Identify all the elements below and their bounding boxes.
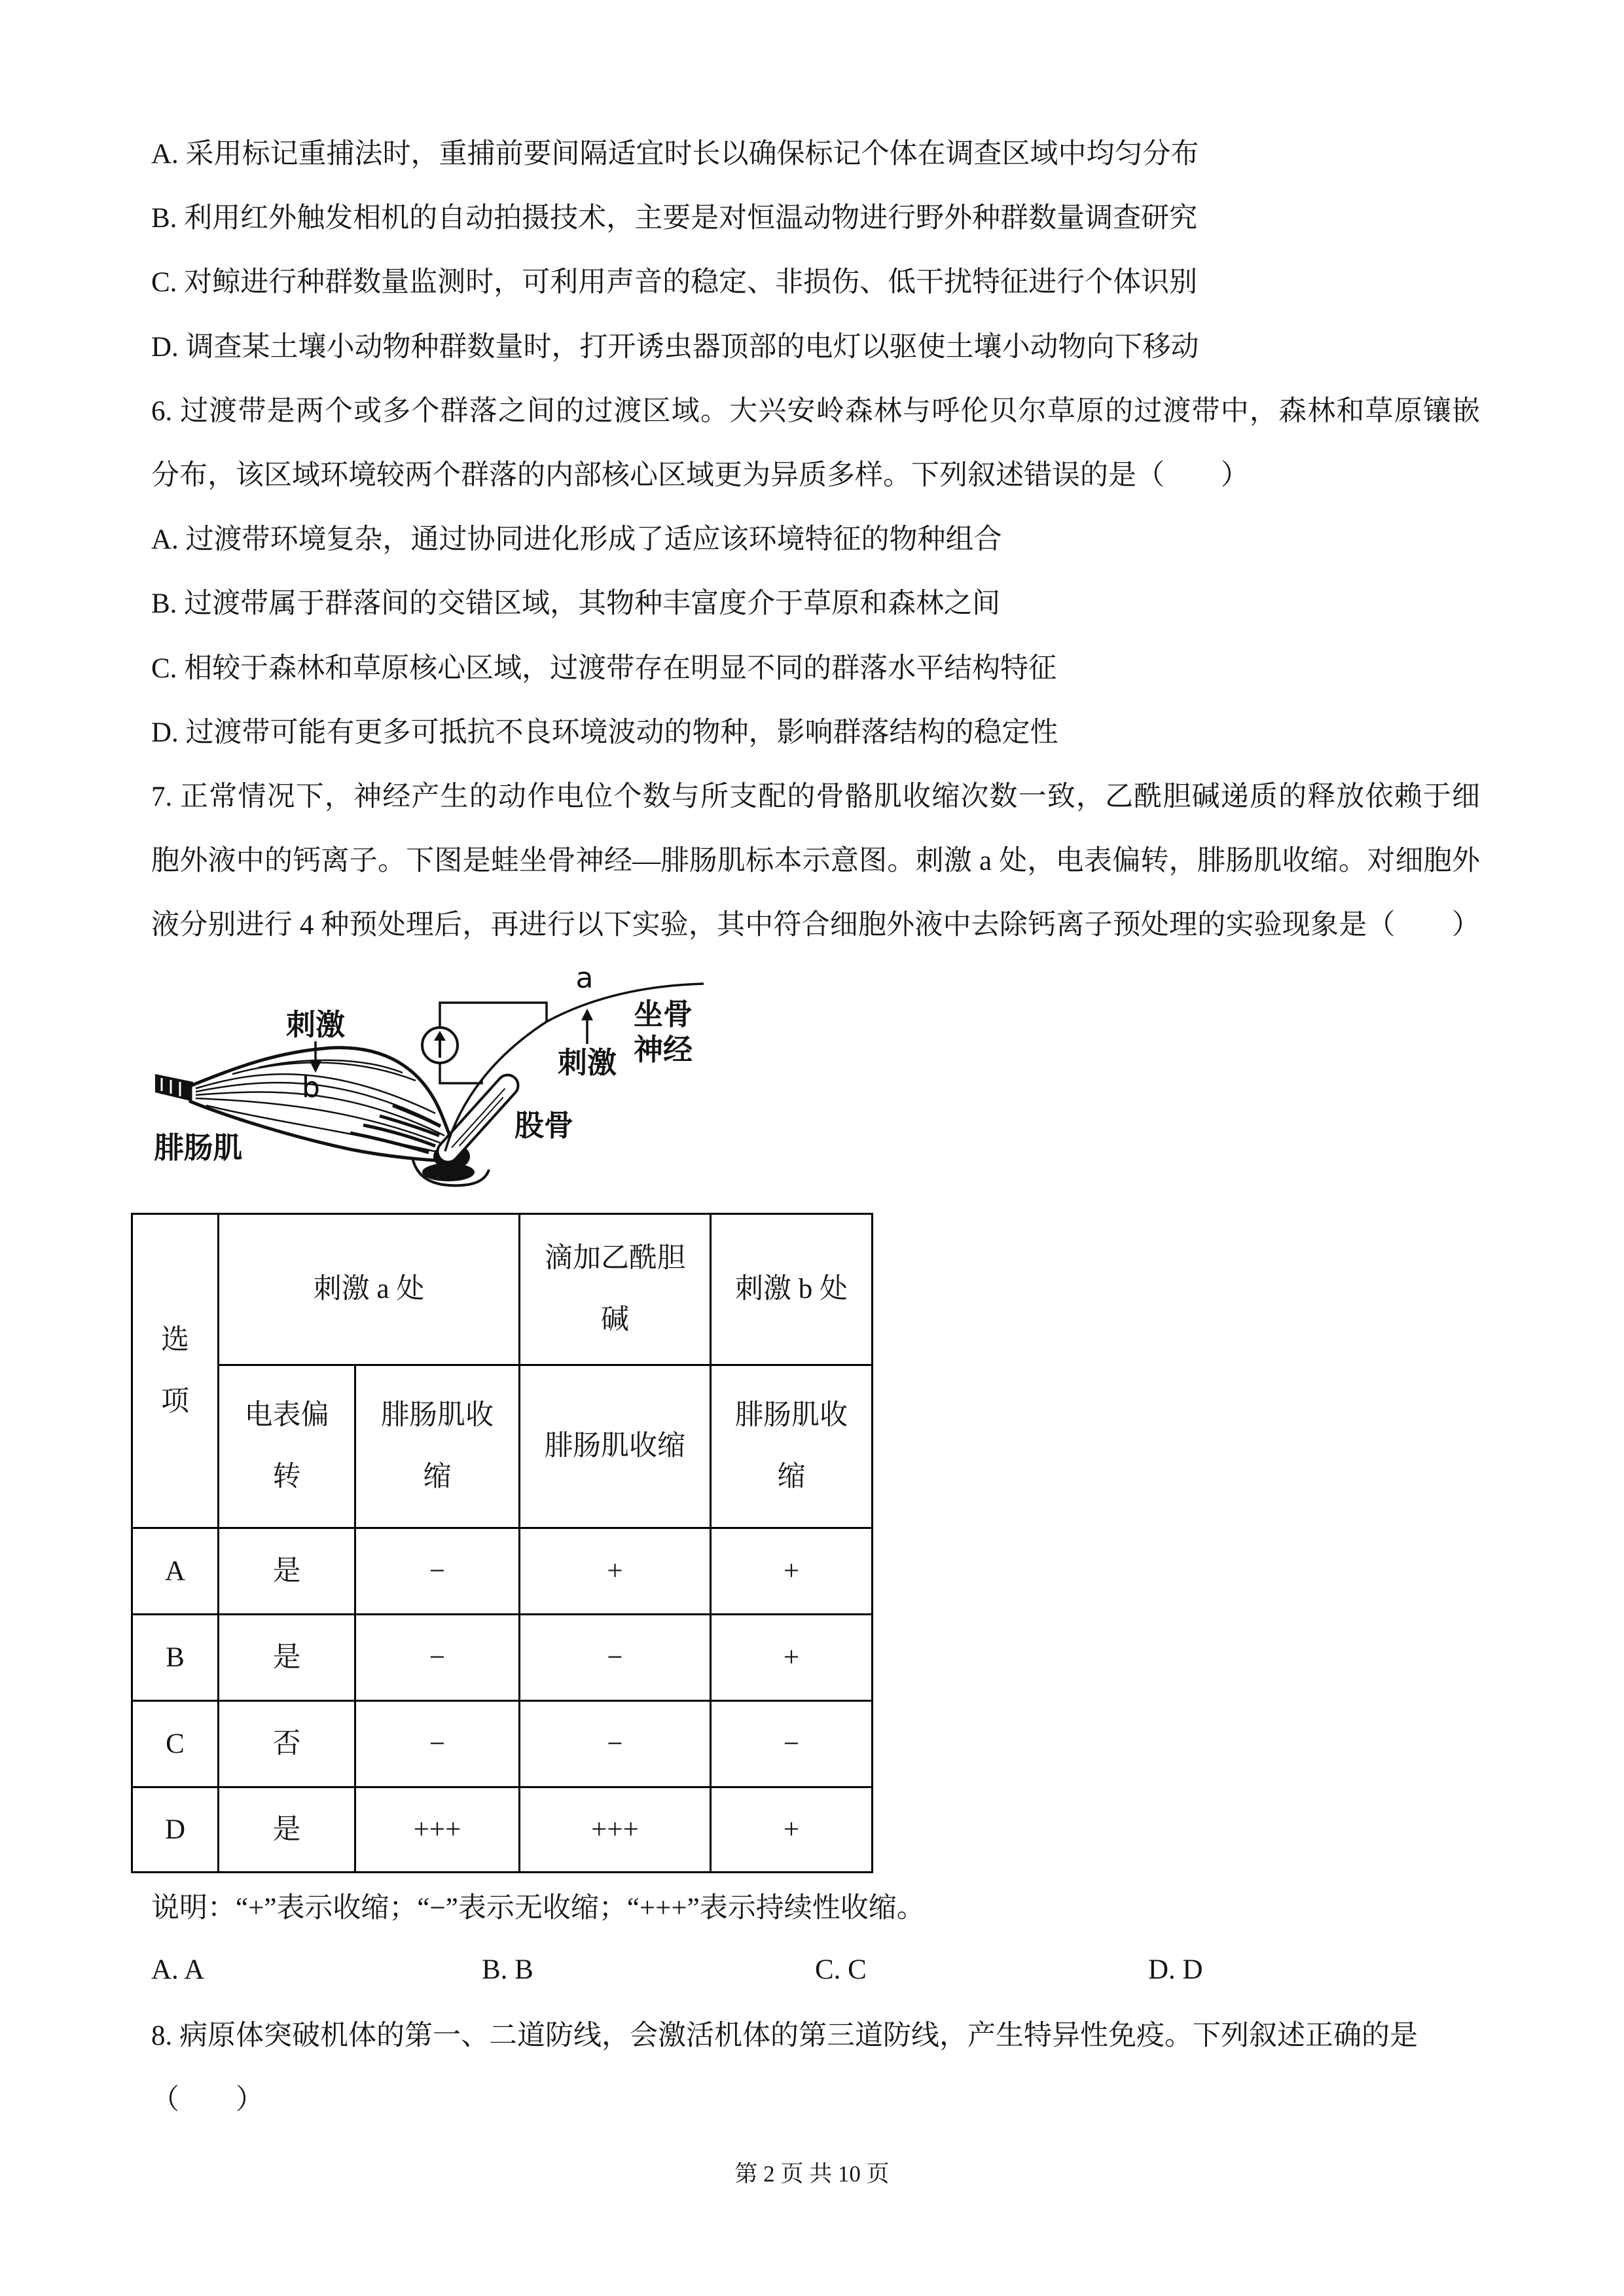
question-text-block [151, 122, 1480, 958]
table-cell: +++ [520, 1787, 711, 1873]
table-cell: + [711, 1615, 873, 1701]
header-stimulate-b-cell [711, 1214, 873, 1365]
q6-stem-line-1: 6. 过渡带是两个或多个群落之间的过渡区域。大兴安岭森林与呼伦贝尔草原的过渡带中，森林和草原镶嵌 [151, 395, 1480, 427]
row-option: C [132, 1701, 219, 1787]
subheader-meter-deflection: 电表偏转 [244, 1400, 329, 1492]
table-cell: − [520, 1615, 711, 1701]
table-row [132, 1528, 873, 1615]
q5-option-a: A. 采用标记重捕法时，重捕前要间隔适宜时长以确保标记个体在调查区域中均匀分布 [151, 139, 1199, 170]
header-option-cell [132, 1214, 219, 1528]
table-row [132, 1787, 873, 1873]
subheader-muscle-contraction-a: 腓肠肌收缩 [380, 1400, 494, 1492]
table-cell: 是 [219, 1528, 355, 1615]
nerve-label-line-1: 坐骨 [633, 997, 693, 1031]
table-cell: 是 [219, 1615, 355, 1701]
q6-option-a: A. 过渡带环境复杂，通过协同进化形成了适应该环境特征的物种组合 [151, 524, 1002, 556]
q6-option-d: D. 过渡带可能有更多可抵抗不良环境波动的物种，影响群落结构的稳定性 [151, 717, 1058, 748]
q7-option-b: B. B [482, 1954, 533, 1985]
subheader-muscle-contraction-ach: 腓肠肌收缩 [545, 1431, 685, 1462]
row-option: D [132, 1787, 219, 1873]
q7-stem-line-3: 液分别进行 4 种预处理后，再进行以下实验，其中符合细胞外液中去除钙离子预处理的实验现象是（ ） [151, 910, 1480, 941]
header-stimulate-a-cell [219, 1214, 520, 1365]
header-option: 选项 [161, 1324, 189, 1417]
galvanometer-icon [422, 1028, 458, 1063]
table-cell: − [355, 1615, 520, 1701]
table-row [132, 1615, 873, 1701]
muscle-label: 腓肠肌 [154, 1130, 243, 1165]
stimulus-a-arrow-icon [581, 1009, 593, 1044]
q5-option-d: D. 调查某土壤小动物种群数量时，打开诱虫器顶部的电灯以驱使土壤小动物向下移动 [151, 331, 1199, 363]
femur-label: 股骨 [514, 1108, 574, 1143]
q6-stem-line-2: 分布，该区域环境较两个群落的内部核心区域更为异质多样。下列叙述错误的是（ ） [151, 460, 1249, 492]
subheader-cell [219, 1365, 355, 1528]
header-stimulate-b: 刺激 b 处 [735, 1274, 848, 1304]
q7-results-table [131, 1213, 873, 1873]
q5-option-b: B. 利用红外触发相机的自动拍摄技术，主要是对恒温动物进行野外种群数量调查研究 [151, 203, 1198, 234]
table-cell: +++ [355, 1787, 520, 1873]
table-cell: + [711, 1528, 873, 1615]
subheader-cell [711, 1365, 873, 1528]
subheader-cell [355, 1365, 520, 1528]
q7-option-c: C. C [815, 1954, 867, 1985]
table-cell: − [355, 1528, 520, 1615]
table-cell: + [520, 1528, 711, 1615]
header-add-acetylcholine: 滴加乙酰胆碱 [544, 1243, 685, 1335]
q7-option-d: D. D [1148, 1954, 1203, 1985]
table-header-row-1 [132, 1214, 873, 1365]
nerve-label-line-2: 神经 [633, 1032, 693, 1067]
stimulus-a-label: 刺激 [557, 1045, 617, 1080]
q6-option-b: B. 过渡带属于群落间的交错区域，其物种丰富度介于草原和森林之间 [151, 588, 1001, 620]
table-cell: 是 [219, 1787, 355, 1873]
row-option: A [132, 1528, 219, 1615]
table-header-row-2 [132, 1365, 873, 1528]
row-option: B [132, 1615, 219, 1701]
stimulus-b-label: 刺激 [285, 1007, 346, 1042]
q7-stem-line-2: 胞外液中的钙离子。下图是蛙坐骨神经—腓肠肌标本示意图。刺激 a 处，电表偏转，腓肠肌收缩。对细胞外 [151, 846, 1480, 877]
nerve-muscle-diagram [154, 961, 705, 1191]
table-cell: 否 [219, 1701, 355, 1787]
q7-stem-line-1: 7. 正常情况下，神经产生的动作电位个数与所支配的骨骼肌收缩次数一致，乙酰胆碱递质的释放依赖于细 [151, 781, 1480, 813]
page-footer: 第 2 页 共 10 页 [734, 2161, 890, 2187]
subheader-muscle-contraction-b: 腓肠肌收缩 [734, 1400, 848, 1492]
table-row [132, 1701, 873, 1787]
header-add-acetylcholine-cell [520, 1214, 711, 1365]
table-legend-note: 说明：“+”表示收缩；“−”表示无收缩；“+++”表示持续性收缩。 [151, 1893, 925, 1924]
subheader-cell [520, 1365, 711, 1528]
q6-option-c: C. 相较于森林和草原核心区域，过渡带存在明显不同的群落水平结构特征 [151, 653, 1057, 684]
q7-option-a: A. A [151, 1954, 205, 1985]
table-cell: + [711, 1787, 873, 1873]
header-stimulate-a: 刺激 a 处 [313, 1274, 425, 1304]
table-cell: − [355, 1701, 520, 1787]
table-cell: − [520, 1701, 711, 1787]
point-a-label: a [575, 961, 594, 995]
q7-options [0, 1938, 1624, 2002]
point-b-label: b [302, 1071, 320, 1104]
q8-stem: 8. 病原体突破机体的第一、二道防线，会激活机体的第三道防线，产生特异性免疫。下列叙述正确的是（ ） [151, 2020, 1418, 2115]
table-cell: − [711, 1701, 873, 1787]
q5-option-c: C. 对鲸进行种群数量监测时，可利用声音的稳定、非损伤、低干扰特征进行个体识别 [151, 267, 1198, 298]
